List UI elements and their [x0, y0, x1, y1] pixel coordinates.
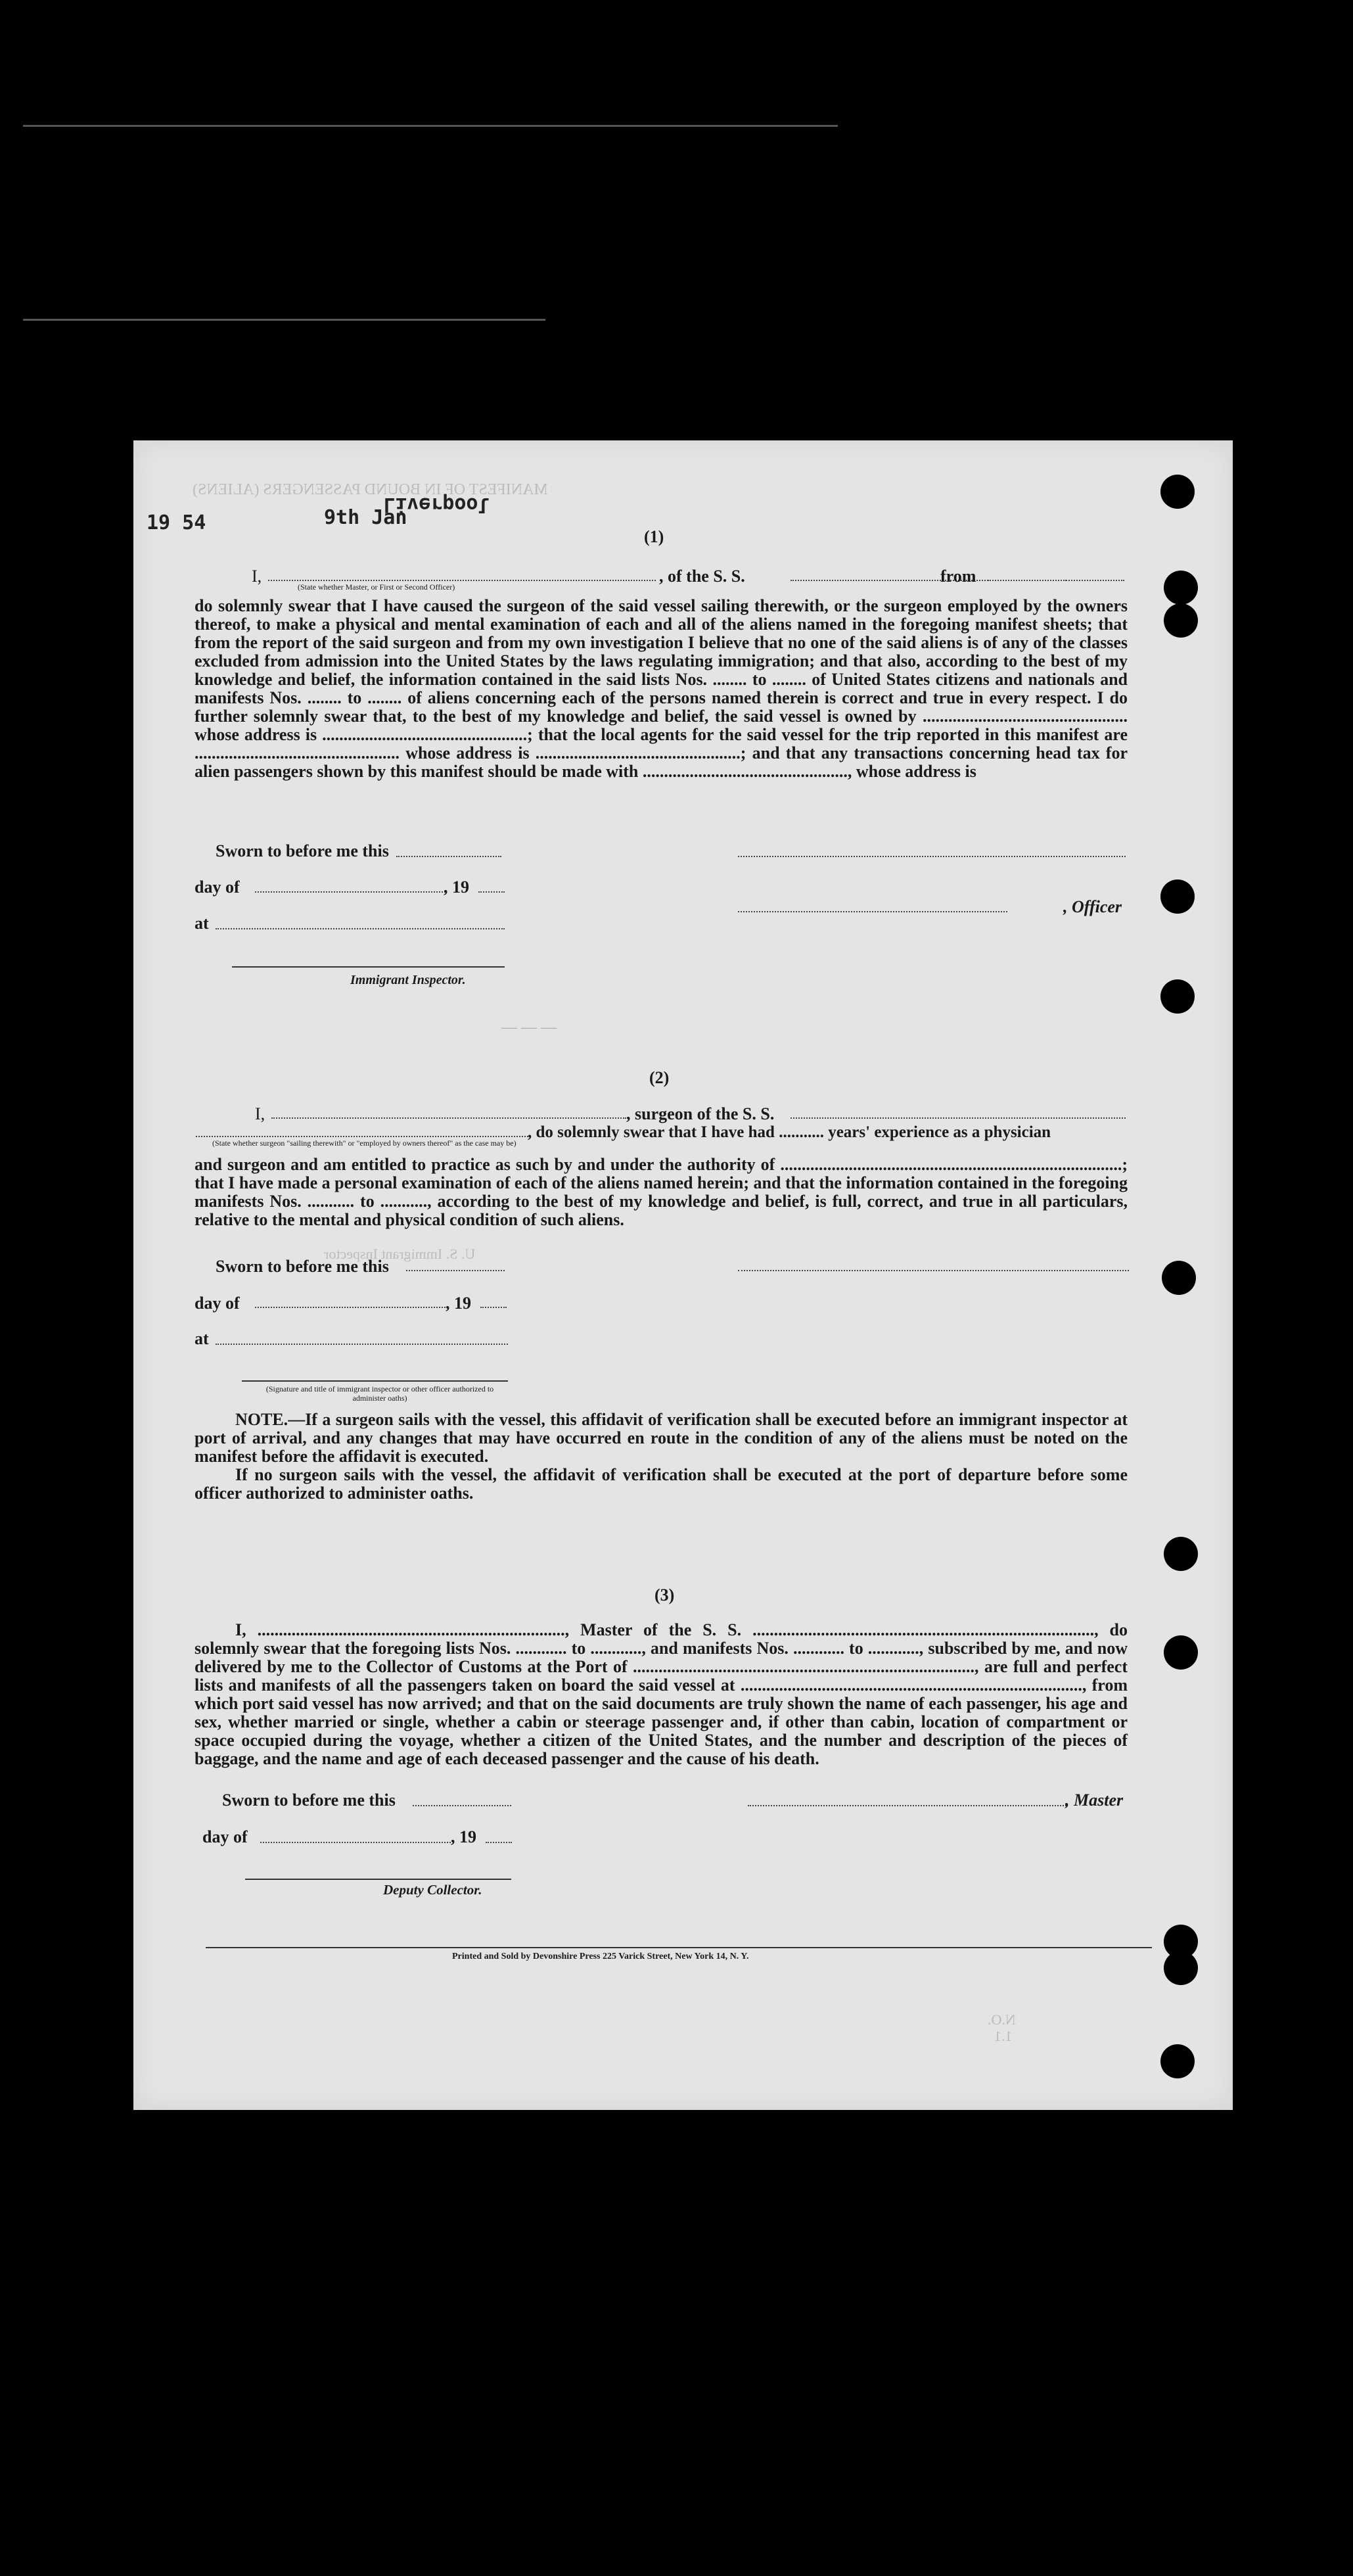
- sworn-label: Sworn to before me this: [216, 841, 389, 860]
- date-stamp: 9th Jan: [324, 506, 407, 529]
- from-field[interactable]: [988, 580, 1124, 581]
- signature-line: [242, 1380, 508, 1382]
- printer-line: Printed and Sold by Devonshire Press 225 Varick Street, New York 14, N. Y.: [452, 1952, 749, 1961]
- year-field[interactable]: [480, 1307, 507, 1308]
- officer-signature-field[interactable]: [738, 856, 1126, 857]
- punch-hole: [1160, 475, 1195, 509]
- at-field[interactable]: [216, 1344, 508, 1345]
- date-stamp: 19 54: [147, 511, 206, 534]
- ship-label: , of the S. S.: [659, 567, 745, 586]
- section1-oath-text: do solemnly swear that I have caused the surgeon of the said vessel sailing therewith, or the surgeon employed by the owners thereof, to make a physical and mental examination of each and all of the aliens named in the foregoing manifest sheets; that from the report of the said surgeon and from my own investigation I believe that no one of the said aliens is of any of the classes excluded from admission into the United States by the laws regulating immigration; and that also, according to the best of my knowledge and belief, the information contained in the said lists Nos. ........ to ........ of United States citizens and nationals and manifests Nos. ........ to ........ of aliens concerning each of the persons named therein is correct and true in every respect. I do further solemnly swear that, to the best of my knowledge and belief, the said vessel is owned by ................................................ whose address is ................................................; that the local agents for the said vessel for the trip reported in this manifest are ................................................ whose address is ................................................; and that any transactions concerning head tax for alien passengers shown by this manifest should be made with ................................................, whose address is: [195, 596, 1128, 781]
- note-text: —If a surgeon sails with the vessel, this affidavit of verification shall be executed before an immigrant inspector at port of arrival, and any changes that may have occurred en route in the condition of any of the aliens must be noted on the manifest before the affidavit is executed.: [195, 1410, 1128, 1466]
- punch-hole: [1160, 879, 1195, 914]
- section3-oath-text: I, ........................................................................, Master of the S. S. ................................................................................, do solemnly swear that the foregoing lists Nos. ............ to ............, and manifests Nos. ............ to ............, subscribed by me, and now delivered by me to the Collector of Customs at the Port of ................................................................................, are full and perfect lists and manifests of all the passengers taken on board the said vessel at ................................................................................, from which port said vessel has now arrived; and that on the said documents are truly shown the name of each passenger, his age and sex, whether married or single, whether a cabin or steerage passenger and, if other than cabin, location of compartment or space occupied during the voyage, whether a citizen of the United States, and the number and description of the pieces of baggage, and the name and age of each deceased passenger and the cause of his death.: [195, 1620, 1128, 1768]
- punch-hole: [1162, 1261, 1196, 1295]
- master-label: , Master: [1065, 1791, 1124, 1810]
- punch-hole: [1164, 1635, 1198, 1670]
- section-number: (3): [654, 1585, 675, 1604]
- sworn-label: Sworn to before me this: [216, 1257, 389, 1276]
- surgeon-name-field[interactable]: [271, 1117, 626, 1119]
- year-field[interactable]: [478, 891, 505, 893]
- sworn-field[interactable]: [406, 1270, 505, 1271]
- manifest-page: [133, 440, 1233, 2110]
- day-label: day of: [202, 1827, 248, 1846]
- role-note: (State whether surgeon "sailing therewith" or "employed by owners thereof" as the case may be): [212, 1138, 516, 1148]
- oath-i-label: I,: [252, 567, 262, 586]
- day-field[interactable]: [260, 1842, 451, 1843]
- day-label: day of: [195, 878, 240, 897]
- inspector-label: Immigrant Inspector.: [350, 973, 466, 987]
- note-label: NOTE.: [235, 1410, 288, 1429]
- surgeon-ship-field[interactable]: [791, 1117, 1126, 1119]
- year-label: , 19: [451, 1827, 476, 1846]
- punch-hole: [1164, 571, 1198, 605]
- master-signature-field[interactable]: [748, 1805, 1066, 1806]
- bleed-through: U. S. Immigrant Inspector: [324, 1246, 476, 1262]
- surgeon-solemn-text: , do solemnly swear that I have had ........... years' experience as a physician: [528, 1123, 1051, 1141]
- year-label: , 19: [446, 1294, 471, 1313]
- officer-field[interactable]: [738, 911, 1007, 912]
- sworn-field[interactable]: [396, 856, 501, 857]
- punch-hole: [1164, 1537, 1198, 1571]
- note-text-2: If no surgeon sails with the vessel, the affidavit of verification shall be executed at the port of departure before some officer authorized to administer oaths.: [195, 1465, 1128, 1503]
- film-rule: [23, 319, 545, 321]
- day-label: day of: [195, 1294, 240, 1313]
- at-field[interactable]: [216, 928, 505, 929]
- role-note: (State whether Master, or First or Second Officer): [298, 582, 455, 592]
- signature-note: (Signature and title of immigrant inspector or other officer authorized to administer oaths): [265, 1384, 494, 1403]
- name-field[interactable]: [268, 580, 656, 581]
- oath-i-label: I,: [255, 1104, 265, 1123]
- year-label: , 19: [444, 878, 469, 897]
- film-rule: [23, 125, 838, 127]
- bleed-through: N.O.: [988, 2011, 1016, 2028]
- inspector-line: [232, 966, 505, 968]
- year-field[interactable]: [486, 1842, 512, 1843]
- surgeon-label: , surgeon of the S. S.: [626, 1104, 775, 1123]
- from-label: from: [940, 567, 976, 586]
- at-label: at: [195, 914, 209, 933]
- collector-label: Deputy Collector.: [383, 1882, 482, 1898]
- bleed-through: MANIFEST OF IN BOUND PASSENGERS (ALIENS): [193, 481, 548, 498]
- punch-hole: [1160, 2044, 1195, 2078]
- footer-rule: [206, 1947, 1152, 1948]
- section-number: (1): [644, 527, 664, 546]
- day-field[interactable]: [255, 891, 446, 893]
- punch-hole: [1164, 1951, 1198, 1985]
- at-label: at: [195, 1329, 209, 1348]
- punch-hole: [1164, 603, 1198, 638]
- bleed-through: 1.1: [994, 2028, 1013, 2044]
- sworn-field[interactable]: [413, 1805, 511, 1806]
- surgeon-role-field[interactable]: [196, 1136, 531, 1137]
- bleed-through: — — —: [501, 1019, 557, 1036]
- punch-hole: [1160, 979, 1195, 1014]
- port-stamp: Liverpool: [383, 493, 490, 516]
- section-number: (2): [649, 1068, 670, 1087]
- signature-field[interactable]: [738, 1270, 1129, 1271]
- section2-oath-text: and surgeon and am entitled to practice as such by and under the authority of ................................................................................; that I have made a personal examination of each of the aliens named herein; and that the information contained in the foregoing manifests Nos. ........... to ..........., according to the best of my knowledge and belief, is full, correct, and true in all particulars, relative to the mental and physical condition of such aliens.: [195, 1155, 1128, 1229]
- officer-label: , Officer: [1063, 897, 1122, 916]
- sworn-label: Sworn to before me this: [222, 1791, 396, 1810]
- surgeon-note: [195, 1411, 1128, 1503]
- day-field[interactable]: [255, 1307, 446, 1308]
